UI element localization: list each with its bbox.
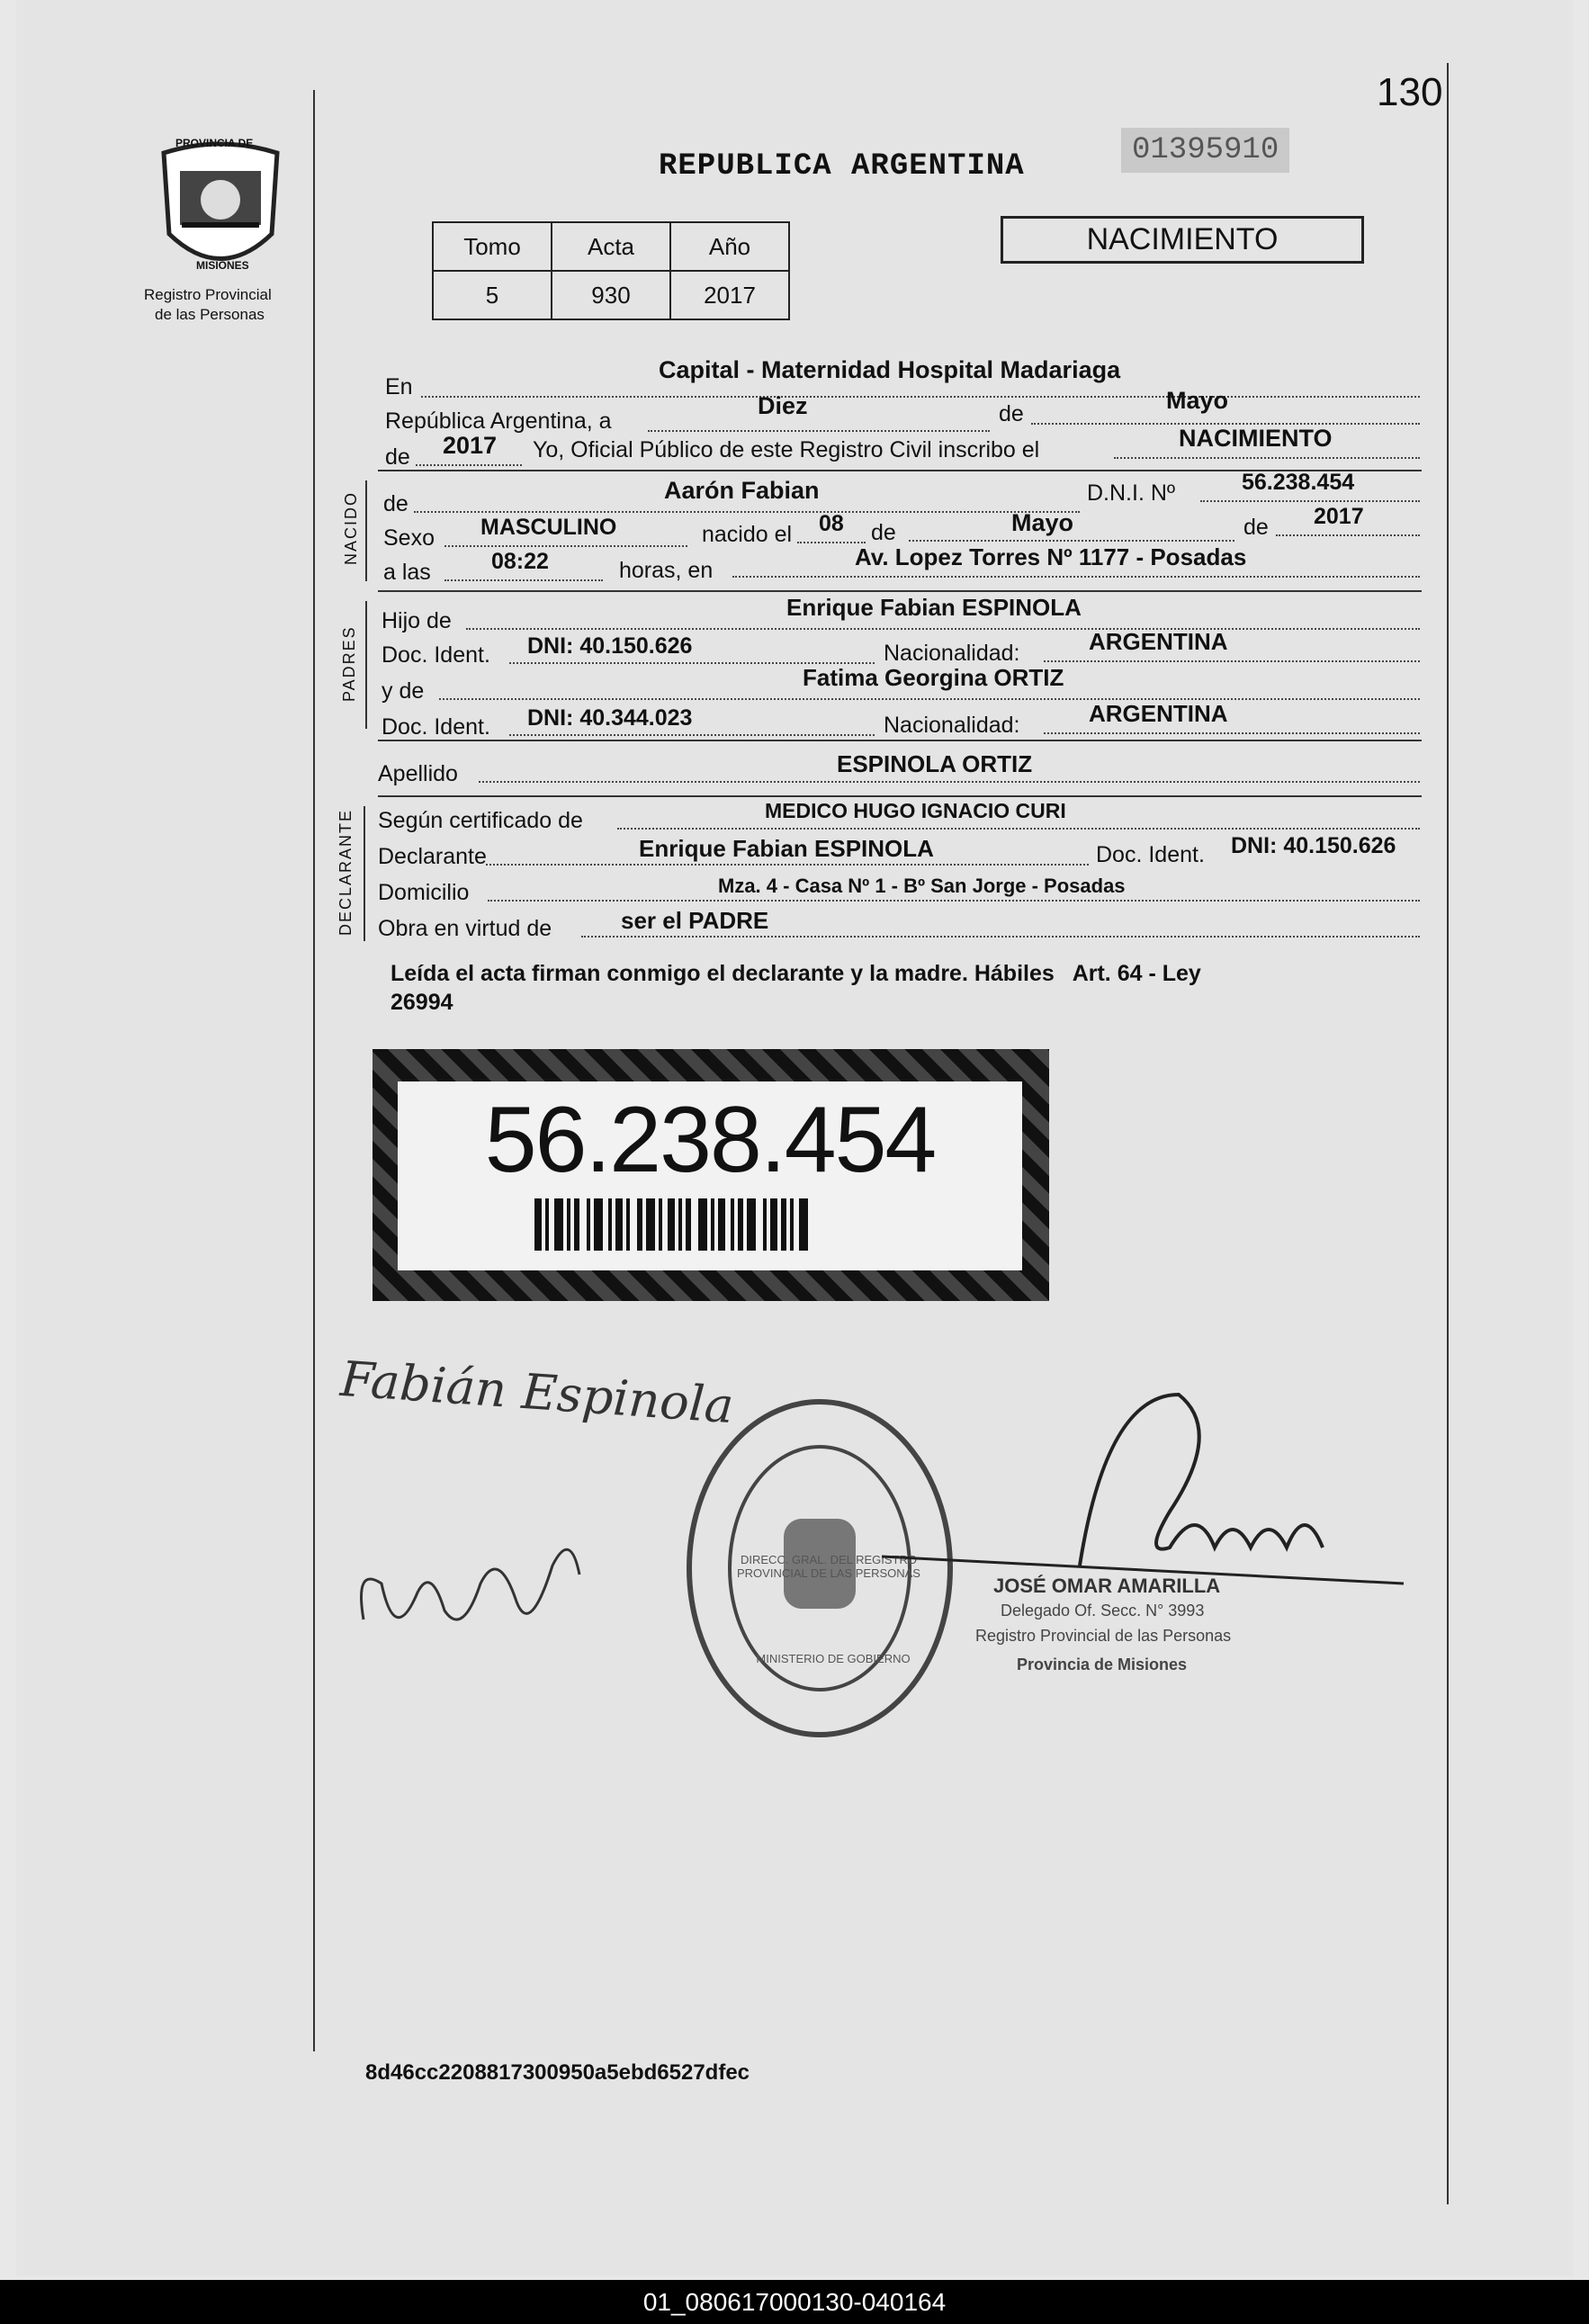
id-sticker-panel: [398, 1081, 1022, 1270]
value-tomo: 5: [433, 271, 552, 319]
declarant-address: Mza. 4 - Casa Nº 1 - Bº San Jorge - Posadas: [718, 875, 1126, 897]
separator-3: [378, 740, 1422, 741]
mother-nationality: ARGENTINA: [1089, 700, 1228, 727]
id-sticker: [373, 1049, 1049, 1301]
father-name: Enrique Fabian ESPINOLA: [786, 594, 1082, 621]
line-declarante: [486, 864, 1089, 866]
barcode: [534, 1198, 885, 1256]
label-sexo: Sexo: [383, 525, 435, 551]
line-year: [416, 464, 522, 466]
line-day: [648, 430, 990, 432]
serial-number: 01395910: [1121, 128, 1289, 173]
birth-day: 08: [819, 511, 844, 536]
birth-address: Av. Lopez Torres Nº 1177 - Posadas: [855, 543, 1247, 570]
registry-table: [432, 221, 790, 320]
child-dni: 56.238.454: [1242, 470, 1355, 495]
document-title: REPUBLICA ARGENTINA: [659, 149, 1025, 184]
left-margin-line: [313, 90, 315, 2051]
handwritten-name: Fabián Espinola: [338, 1350, 736, 1435]
seal-text-bottom: MISIONES: [196, 259, 249, 272]
birth-year: 2017: [1314, 504, 1364, 529]
label-de-2: de: [385, 444, 410, 470]
birth-month: Mayo: [1011, 509, 1074, 536]
official-text: Yo, Oficial Público de este Registro Civil inscribo el: [533, 437, 1040, 462]
label-a-las: a las: [383, 560, 431, 585]
line-certificado: [617, 828, 1420, 830]
value-anio: 2017: [670, 271, 789, 319]
stamp-outer-text: DIRECC. GRAL. DEL REGISTRO PROVINCIAL DE LAS PERSONAS: [737, 1553, 920, 1580]
line-record: [1114, 457, 1420, 459]
padres-bar: [365, 601, 367, 729]
line-father-nat: [1044, 660, 1420, 662]
id-number: 56.238.454: [484, 1088, 936, 1192]
nacido-bar: [365, 480, 367, 581]
label-nac-father: Nacionalidad:: [884, 641, 1020, 666]
line-name: [414, 511, 1080, 513]
document-hash: 8d46cc2208817300950a5ebd6527dfec: [365, 2060, 750, 2085]
registry-label-1: Registro Provincial: [144, 286, 272, 303]
right-margin-line: [1447, 63, 1449, 2204]
section-declarante: DECLARANTE: [337, 808, 355, 936]
line-obra: [581, 936, 1420, 938]
birth-time: 08:22: [491, 549, 549, 574]
birth-place: Capital - Maternidad Hospital Madariaga: [659, 356, 1121, 383]
label-en: En: [385, 374, 413, 399]
declarant-basis: ser el PADRE: [621, 907, 769, 934]
label-declarante: Declarante: [378, 844, 487, 869]
line-mother-nat: [1044, 732, 1420, 734]
header-acta: Acta: [552, 222, 670, 271]
mother-name: Fatima Georgina ORTIZ: [803, 664, 1064, 691]
label-doc-father: Doc. Ident.: [382, 642, 490, 668]
surname: ESPINOLA ORTIZ: [837, 750, 1033, 777]
label-y-de: y de: [382, 678, 425, 704]
line-birth-month: [909, 540, 1234, 542]
line-dni: [1200, 500, 1420, 502]
official-organization: Registro Provincial de las Personas: [975, 1627, 1232, 1645]
official-name: JOSÉ OMAR AMARILLA: [993, 1575, 1221, 1597]
record-type-box: NACIMIENTO: [1001, 216, 1364, 264]
line-en: [421, 396, 1420, 398]
line-domicilio: [488, 900, 1420, 902]
section-nacido: NACIDO: [342, 490, 360, 565]
separator-4: [378, 795, 1422, 797]
label-nac-mother: Nacionalidad:: [884, 713, 1020, 738]
seal-text-top: PROVINCIA DE: [175, 137, 254, 149]
father-nationality: ARGENTINA: [1089, 628, 1228, 655]
official-province: Provincia de Misiones: [1017, 1656, 1188, 1673]
label-obra: Obra en virtud de: [378, 916, 552, 941]
value-acta: 930: [552, 271, 670, 319]
label-de-4: de: [871, 520, 896, 545]
label-horas: horas, en: [619, 558, 714, 583]
label-dni: D.N.I. Nº: [1087, 480, 1176, 506]
province-seal-icon: [155, 135, 286, 279]
child-name: Aarón Fabian: [664, 477, 820, 504]
header-tomo: Tomo: [433, 222, 552, 271]
label-de-1: de: [999, 401, 1024, 426]
label-apellido: Apellido: [378, 761, 458, 786]
stamp-inner-text: MINISTERIO DE GOBIERNO: [756, 1652, 911, 1665]
label-hijo-de: Hijo de: [382, 608, 452, 633]
official-title: Delegado Of. Secc. N° 3993: [1001, 1602, 1205, 1620]
declarant-doc: DNI: 40.150.626: [1231, 833, 1396, 858]
registration-day: Diez: [758, 392, 808, 419]
label-doc-declarante: Doc. Ident.: [1096, 842, 1205, 867]
section-padres: PADRES: [340, 625, 358, 702]
page-number: 130: [1377, 70, 1443, 114]
header-anio: Año: [670, 222, 789, 271]
label-domicilio: Domicilio: [378, 880, 470, 905]
registration-month: Mayo: [1166, 387, 1229, 414]
label-de-3: de: [383, 491, 408, 516]
registration-year: 2017: [443, 432, 498, 459]
label-de-5: de: [1243, 515, 1269, 540]
label-certificado: Según certificado de: [378, 808, 583, 833]
mother-doc: DNI: 40.344.023: [527, 705, 693, 731]
registry-label-2: de las Personas: [155, 306, 265, 323]
label-republica: República Argentina, a: [385, 408, 612, 434]
line-mother-doc: [509, 734, 875, 736]
record-word: NACIMIENTO: [1179, 425, 1333, 452]
closing-line-2: 26994: [391, 990, 453, 1015]
father-doc: DNI: 40.150.626: [527, 633, 693, 659]
line-time: [444, 579, 603, 581]
line-birth-address: [732, 576, 1420, 578]
declarante-bar: [364, 806, 365, 941]
child-sex: MASCULINO: [480, 515, 617, 540]
label-nacido-el: nacido el: [702, 522, 793, 547]
line-mother: [439, 698, 1420, 700]
closing-line-1: Leída el acta firman conmigo el declarante y la madre. Hábiles Art. 64 - Ley: [391, 961, 1201, 986]
footer-id: 01_080617000130-040164: [0, 2280, 1589, 2324]
separator-2: [378, 590, 1422, 592]
signature-left: [346, 1512, 597, 1669]
line-birth-year: [1276, 534, 1420, 536]
line-father: [466, 628, 1420, 630]
line-apellido: [479, 781, 1420, 783]
line-sexo: [444, 545, 687, 547]
certificate-issuer: MEDICO HUGO IGNACIO CURI: [765, 799, 1066, 822]
label-doc-mother: Doc. Ident.: [382, 714, 490, 740]
declarant-name: Enrique Fabian ESPINOLA: [639, 835, 934, 862]
